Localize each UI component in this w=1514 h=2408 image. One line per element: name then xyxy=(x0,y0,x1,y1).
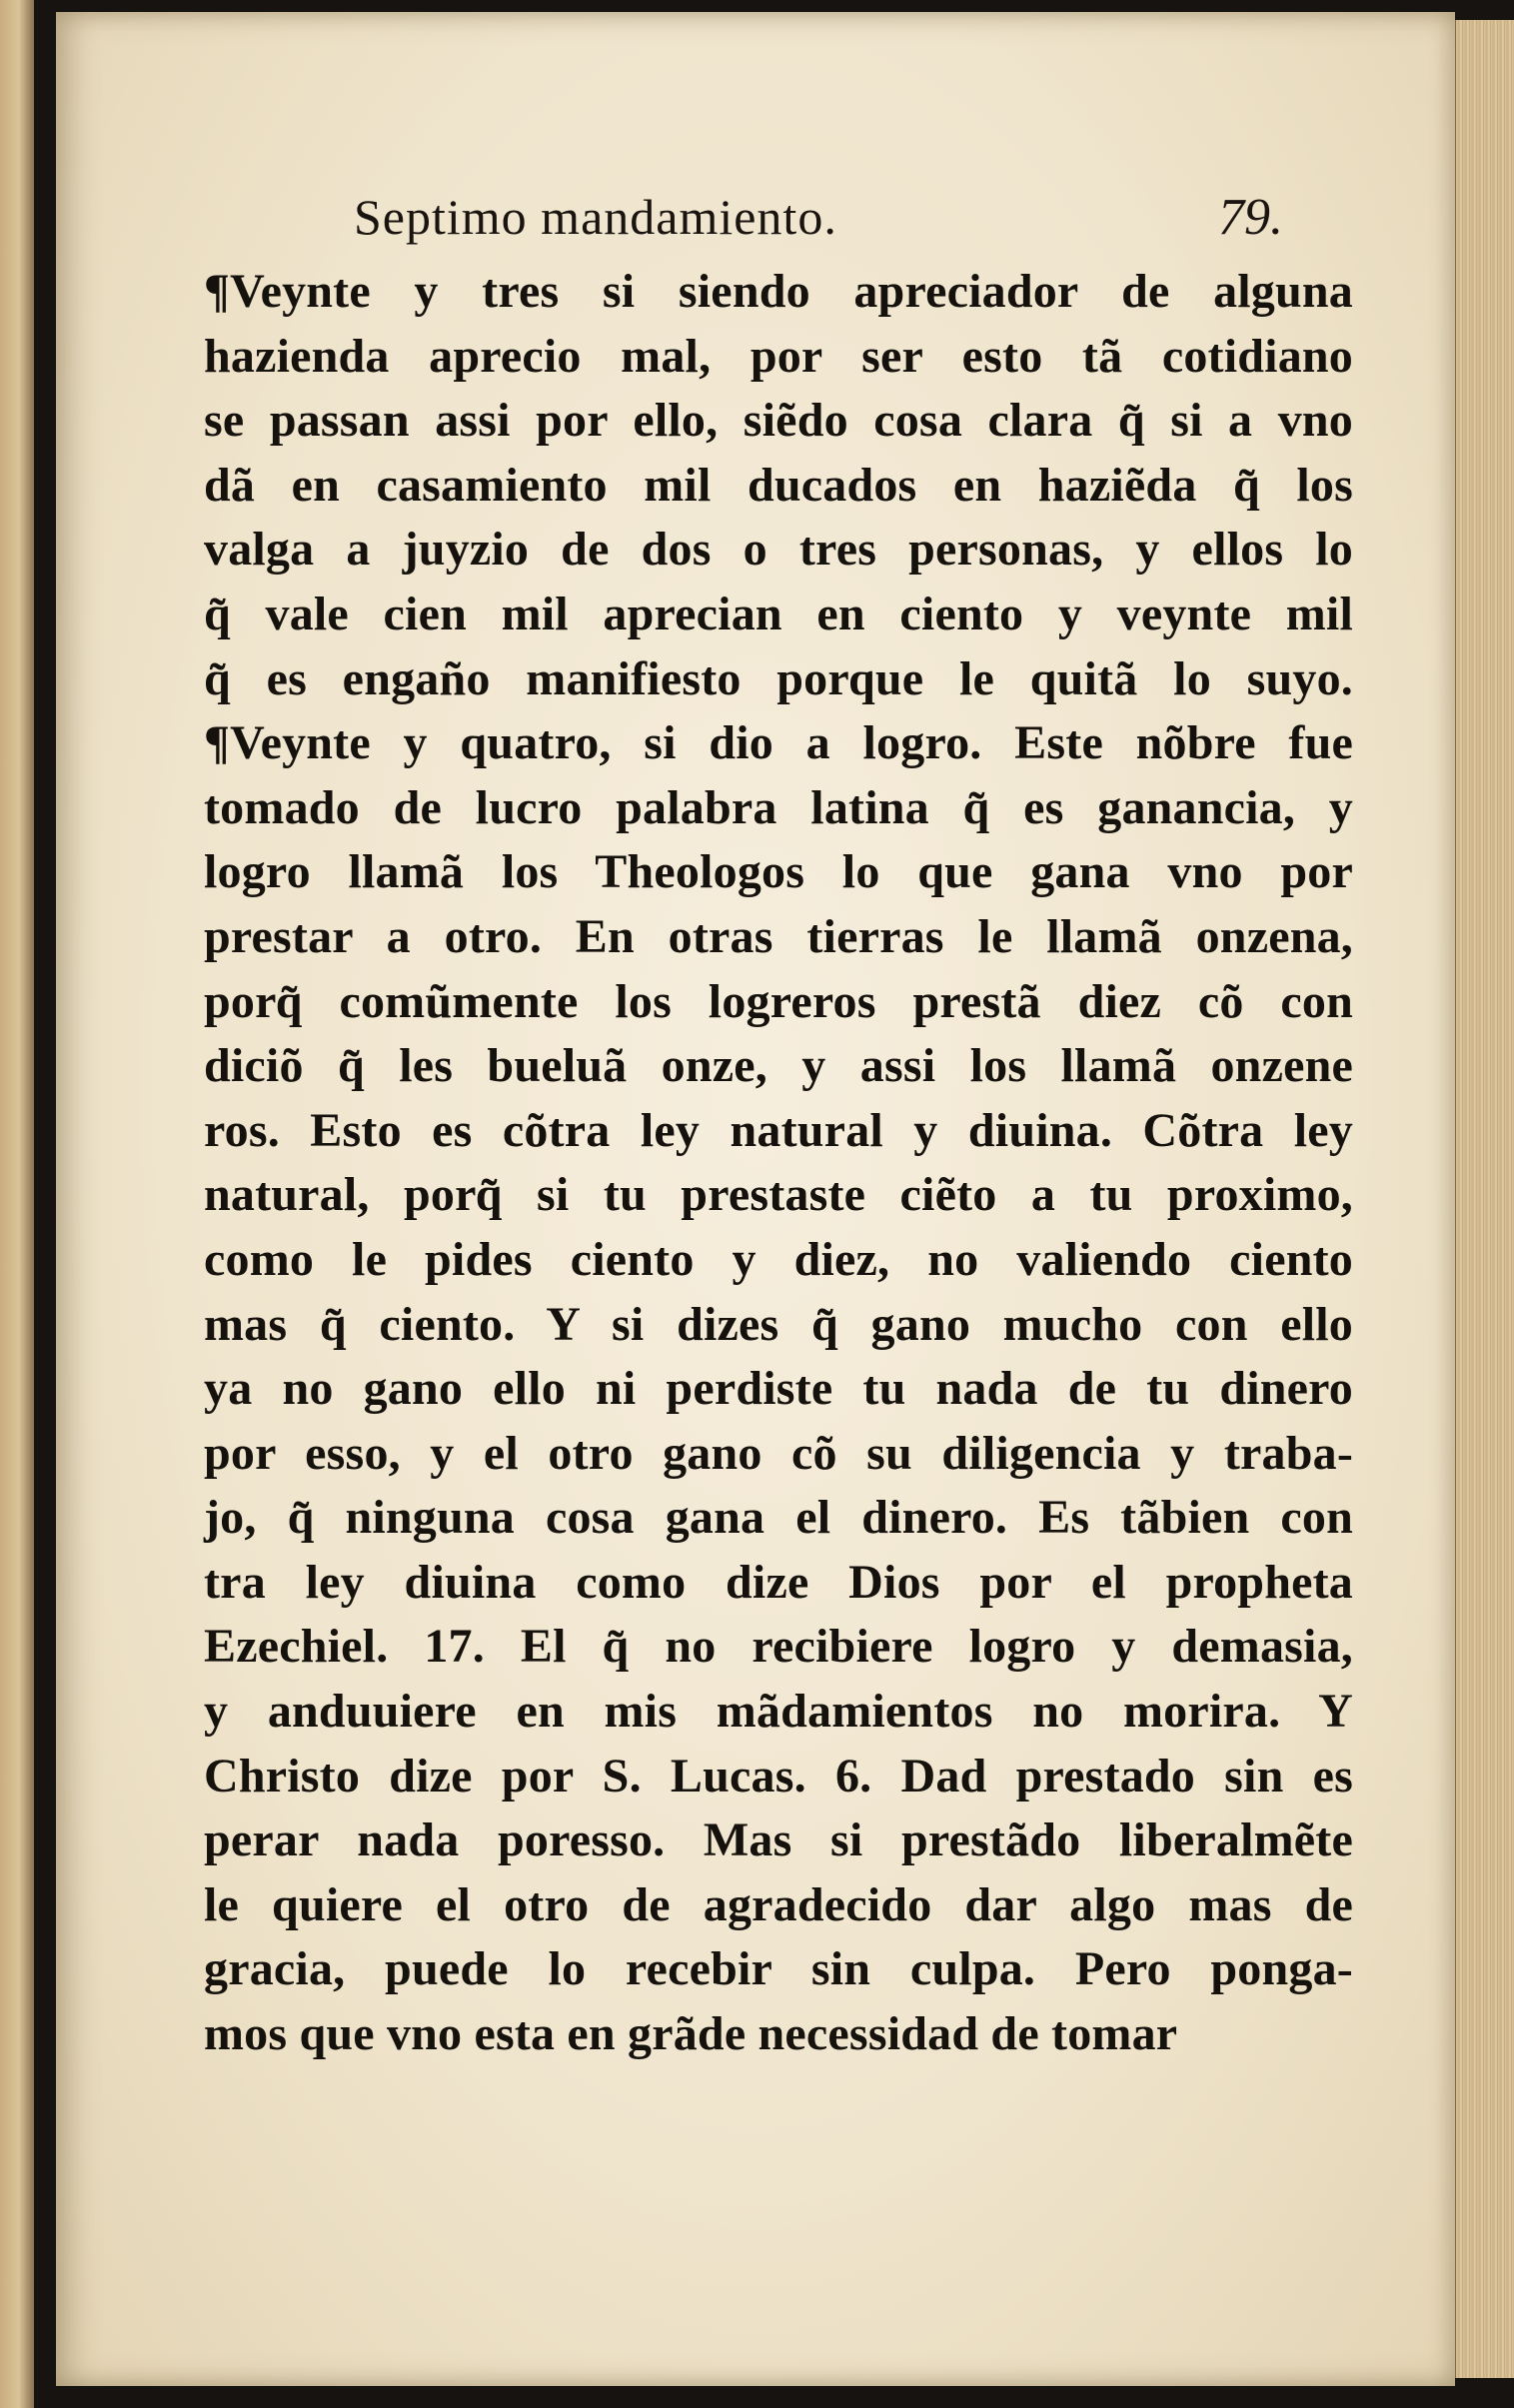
text-line: se passan assi por ello, siẽdo cosa clara q̃ si a vno xyxy=(204,394,1353,448)
text-line: porq̃ comũmente los logreros prestã diez cõ con xyxy=(204,974,1353,1028)
text-line: le quiere el otro de agradecido dar algo mas de xyxy=(204,1877,1353,1931)
text-line: hazienda aprecio mal, por ser esto tã cotidiano xyxy=(204,329,1353,383)
text-line: ros. Esto es cõtra ley natural y diuina. Cõtra ley xyxy=(204,1103,1353,1157)
text-line: por esso, y el otro gano cõ su diligencia y traba- xyxy=(204,1426,1353,1480)
text-line: ya no gano ello ni perdiste tu nada de tu dinero xyxy=(204,1362,1353,1416)
text-line: ¶Veynte y quatro, si dio a logro. Este nõbre fue xyxy=(204,716,1353,770)
text-line: como le pides ciento y diez, no valiendo ciento xyxy=(204,1232,1353,1286)
page-header xyxy=(354,182,1283,254)
text-line: gracia, puede lo recebir sin culpa. Pero ponga- xyxy=(204,1942,1353,1996)
text-line: tra ley diuina como dize Dios por el propheta xyxy=(204,1555,1353,1609)
body-text xyxy=(204,260,1353,2067)
text-line: prestar a otro. En otras tierras le llamã onzena, xyxy=(204,909,1353,963)
text-line: mas q̃ ciento. Y si dizes q̃ gano mucho con ello xyxy=(204,1297,1353,1351)
text-line: dã en casamiento mil ducados en haziẽda q̃ los xyxy=(204,458,1353,512)
book-page xyxy=(56,12,1455,2386)
text-line: logro llamã los Theologos lo que gana vno por xyxy=(204,845,1353,899)
running-title: Septimo mandamiento. xyxy=(354,189,837,245)
text-line: tomado de lucro palabra latina q̃ es ganancia, y xyxy=(204,780,1353,834)
text-line: jo, q̃ ninguna cosa gana el dinero. Es tãbien con xyxy=(204,1491,1353,1545)
text-line: valga a juyzio de dos o tres personas, y ellos lo xyxy=(204,523,1353,577)
text-line: perar nada poresso. Mas si prestãdo liberalmẽte xyxy=(204,1813,1353,1867)
folio-number: 79. xyxy=(1218,189,1283,246)
text-line: q̃ es engaño manifiesto porque le quitã lo suyo. xyxy=(204,651,1353,705)
previous-page-edge xyxy=(0,0,34,2408)
text-line: natural, porq̃ si tu prestaste ciẽto a tu proximo, xyxy=(204,1168,1353,1222)
text-line: Christo dize por S. Lucas. 6. Dad prestado sin es xyxy=(204,1749,1353,1803)
page-fore-edge xyxy=(1454,20,1514,2378)
text-line: q̃ vale cien mil aprecian en ciento y veynte mil xyxy=(204,587,1353,640)
text-line: Ezechiel. 17. El q̃ no recibiere logro y demasia, xyxy=(204,1620,1353,1674)
text-line: diciõ q̃ les bueluã onze, y assi los llamã onzene xyxy=(204,1039,1353,1093)
text-line: mos que vno esta en grãde necessidad de tomar xyxy=(204,2007,1178,2061)
text-line: ¶Veynte y tres si siendo apreciador de alguna xyxy=(204,265,1353,318)
text-line: y anduuiere en mis mãdamientos no morira. Y xyxy=(204,1685,1353,1739)
